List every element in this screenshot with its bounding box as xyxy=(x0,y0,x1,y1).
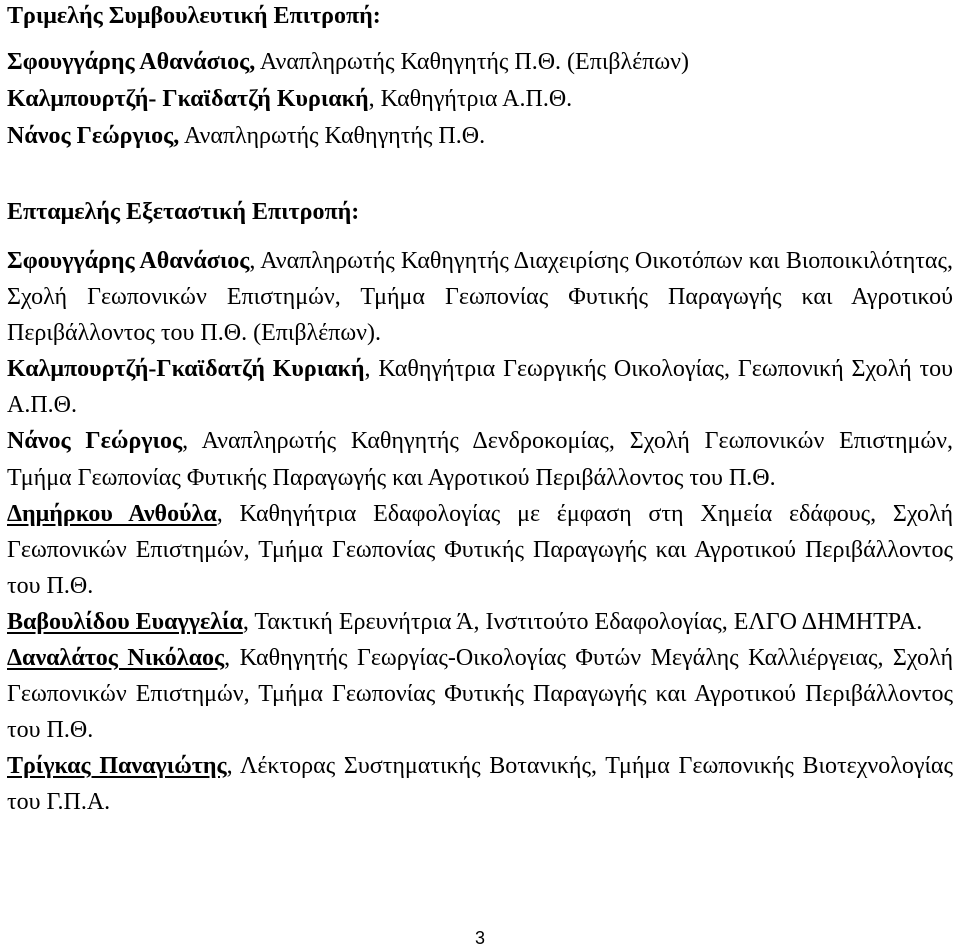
member-description: , Καθηγητής Γεωργίας-Οικολογίας Φυτών Μεγάλης Καλλιέργειας, Σχολή Γεωπονικών Επιστημών, Τμήμα Γεωπονίας Φυτικής Παραγωγής και Αγροτικού Περιβάλλοντος του Π.Θ. xyxy=(7,645,953,744)
examination-member xyxy=(7,351,953,423)
advisory-committee-heading: Τριμελής Συμβουλευτική Επιτροπή: xyxy=(7,3,381,29)
member-description: Καθηγήτρια Α.Π.Θ. xyxy=(374,86,573,112)
member-description: , Καθηγήτρια Εδαφολογίας με έμφαση στη Χημεία εδάφους, Σχολή Γεωπονικών Επιστημών, Τμήμα Γεωπονίας Φυτικής Παραγωγής και Αγροτικού Περιβάλλοντος του Π.Θ. xyxy=(7,500,953,599)
examination-member xyxy=(7,640,953,748)
member-name: Βαβουλίδου Ευαγγελία xyxy=(7,608,243,635)
member-description: , Αναπληρωτής Καθηγητής Διαχειρίσης Οικοτόπων και Βιοποικιλότητας, Σχολή Γεωπονικών Επιστημών, Τμήμα Γεωπονίας Φυτικής Παραγωγής και Αγροτικού Περιβάλλοντος του Π.Θ. (Επιβλέπων). xyxy=(7,248,953,347)
advisory-member xyxy=(7,81,689,118)
examination-member xyxy=(7,423,953,495)
examination-committee-heading: Επταμελής Εξεταστική Επιτροπή: xyxy=(7,199,360,225)
advisory-member xyxy=(7,44,689,81)
member-description: , Τακτική Ερευνήτρια Ά, Ινστιτούτο Εδαφολογίας, ΕΛΓΟ ΔΗΜΗΤΡΑ. xyxy=(242,608,923,635)
member-description: Αναπληρωτής Καθηγητής Π.Θ. xyxy=(179,123,486,149)
member-name: Δαναλάτος Νικόλαος xyxy=(7,645,225,672)
member-name: Τρίγκας Παναγιώτης xyxy=(7,753,227,780)
member-separator: , xyxy=(368,86,375,112)
member-separator: , xyxy=(249,49,256,75)
member-name: Δημήρκου Ανθούλα xyxy=(7,500,217,527)
page-number: 3 xyxy=(474,928,485,948)
member-name: Σφουγγάρης Αθανάσιος xyxy=(7,49,250,75)
member-description: Αναπληρωτής Καθηγητής Π.Θ. (Επιβλέπων) xyxy=(255,49,689,75)
examination-member xyxy=(7,243,953,351)
member-name: Νάνος Γεώργιος, xyxy=(7,123,180,149)
member-description: , Λέκτορας Συστηματικής Βοτανικής, Τμήμα Γεωπονικής Βιοτεχνολογίας του Γ.Π.Α. xyxy=(7,753,953,816)
examination-member xyxy=(7,496,953,604)
member-name: Νάνος Γεώργιος xyxy=(7,428,183,455)
member-description: , Καθηγήτρια Γεωργικής Οικολογίας, Γεωπονική Σχολή του Α.Π.Θ. xyxy=(7,356,953,419)
examination-committee-list xyxy=(7,243,953,821)
advisory-committee-list xyxy=(7,44,689,155)
advisory-member xyxy=(7,118,689,155)
examination-member xyxy=(7,604,953,640)
member-name: Καλμπουρτζή- Γκαϊδατζή Κυριακή xyxy=(7,86,369,112)
examination-member xyxy=(7,748,953,820)
member-description: , Αναπληρωτής Καθηγητής Δενδροκομίας, Σχολή Γεωπονικών Επιστημών, Τμήμα Γεωπονίας Φυτικής Παραγωγής και Αγροτικού Περιβάλλοντος του Π.Θ. xyxy=(7,428,954,491)
member-name: Καλμπουρτζή-Γκαϊδατζή Κυριακή xyxy=(7,356,365,383)
member-name: Σφουγγάρης Αθανάσιος xyxy=(7,248,250,274)
